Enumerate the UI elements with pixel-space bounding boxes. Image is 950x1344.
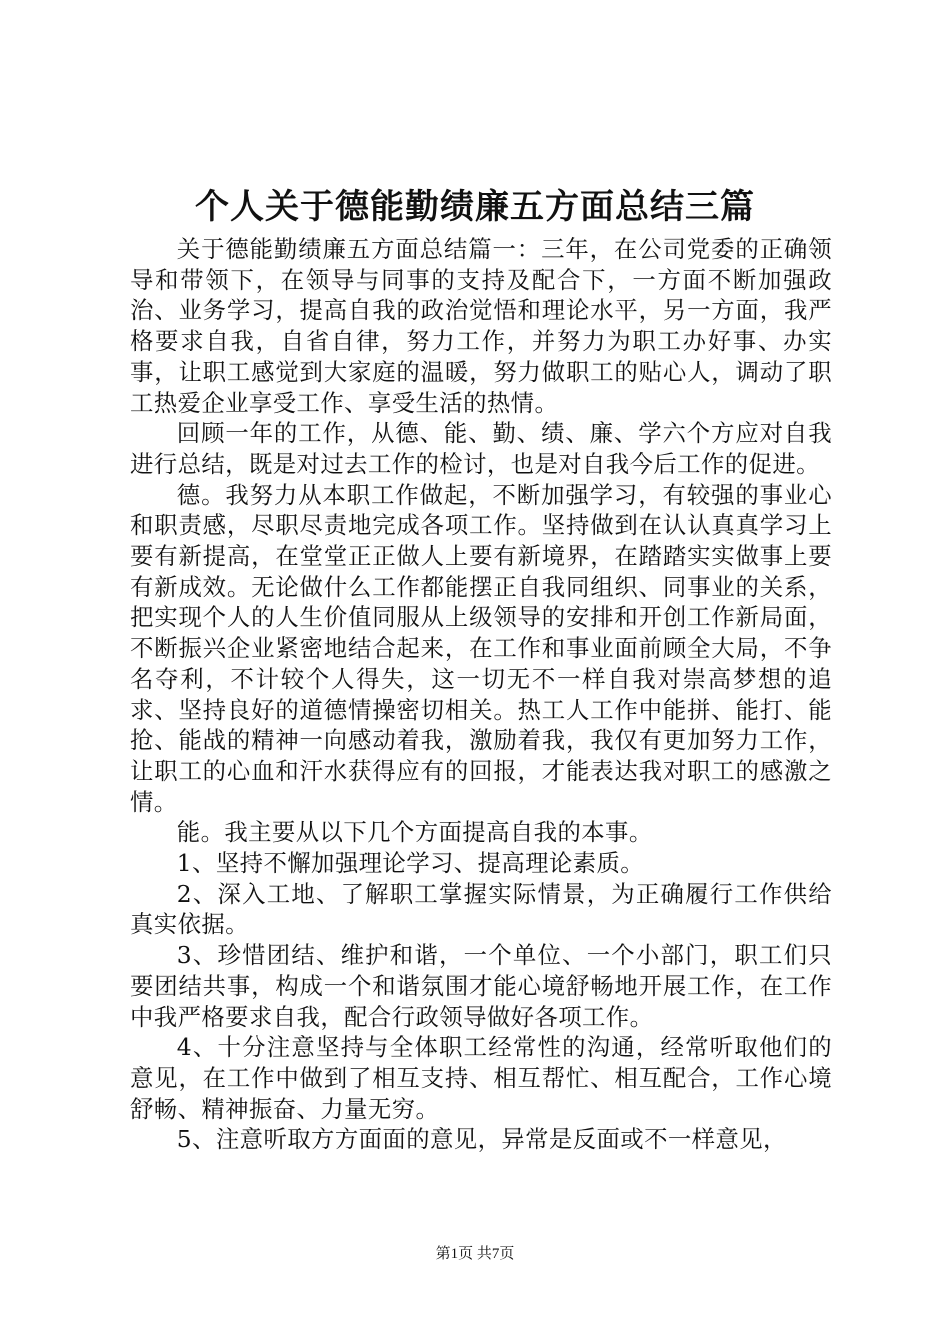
page-footer: 第1页 共7页	[435, 1246, 515, 1262]
list-item: 5、注意听取方方面面的意见，异常是反面或不一样意见，	[176, 1125, 787, 1154]
list-item: 1、坚持不懈加强理论学习、提高理论素质。	[176, 849, 645, 878]
body-paragraph: 能。我主要从以下几个方面提高自我的本事。	[176, 818, 653, 847]
list-item: 2、深入工地、了解职工掌握实际情景，为正确履行工作供给真实依据。	[130, 879, 832, 939]
body-paragraph: 德。我努力从本职工作做起，不断加强学习，有较强的事业心和职责感，尽职尽责地完成各项工作。坚持做到在认认真真学习上要有新提高，在堂堂正正做人上要有新境界，在踏踏实实做事上要有新成效。无论做什么工作都能摆正自我同组织、同事业的关系，把实现个人的人生价值同服从上级领导的安排和开创工作新局面，不断振兴企业紧密地结合起来，在工作和事业面前顾全大局，不争名夺利，不计较个人得失，这一切无不一样自我对崇高梦想的追求、坚持良好的道德情操密切相关。热工人工作中能拼、能打、能抢、能战的精神一向感动着我，激励着我，我仅有更加努力工作，让职工的心血和汗水获得应有的回报，才能表达我对职工的感激之情。	[130, 480, 832, 816]
list-item: 4、十分注意坚持与全体职工经常性的沟通，经常听取他们的意见，在工作中做到了相互支持、相互帮忙、相互配合，工作心境舒畅、精神振奋、力量无穷。	[130, 1033, 832, 1123]
body-paragraph: 关于德能勤绩廉五方面总结篇一：三年，在公司党委的正确领导和带领下，在领导与同事的支持及配合下，一方面不断加强政治、业务学习，提高自我的政治觉悟和理论水平，另一方面，我严格要求自我，自省自律，努力工作，并努力为职工办好事、办实事，让职工感觉到大家庭的温暖，努力做职工的贴心人，调动了职工热爱企业享受工作、享受生活的热情。	[130, 235, 832, 417]
list-item: 3、珍惜团结、维护和谐，一个单位、一个小部门，职工们只要团结共事，构成一个和谐氛围才能心境舒畅地开展工作，在工作中我严格要求自我，配合行政领导做好各项工作。	[130, 941, 832, 1031]
document-title: 个人关于德能勤绩廉五方面总结三篇	[195, 187, 755, 227]
document-body	[130, 234, 832, 1155]
body-paragraph: 回顾一年的工作，从德、能、勤、绩、廉、学六个方应对自我进行总结，既是对过去工作的检讨，也是对自我今后工作的促进。	[130, 419, 832, 478]
